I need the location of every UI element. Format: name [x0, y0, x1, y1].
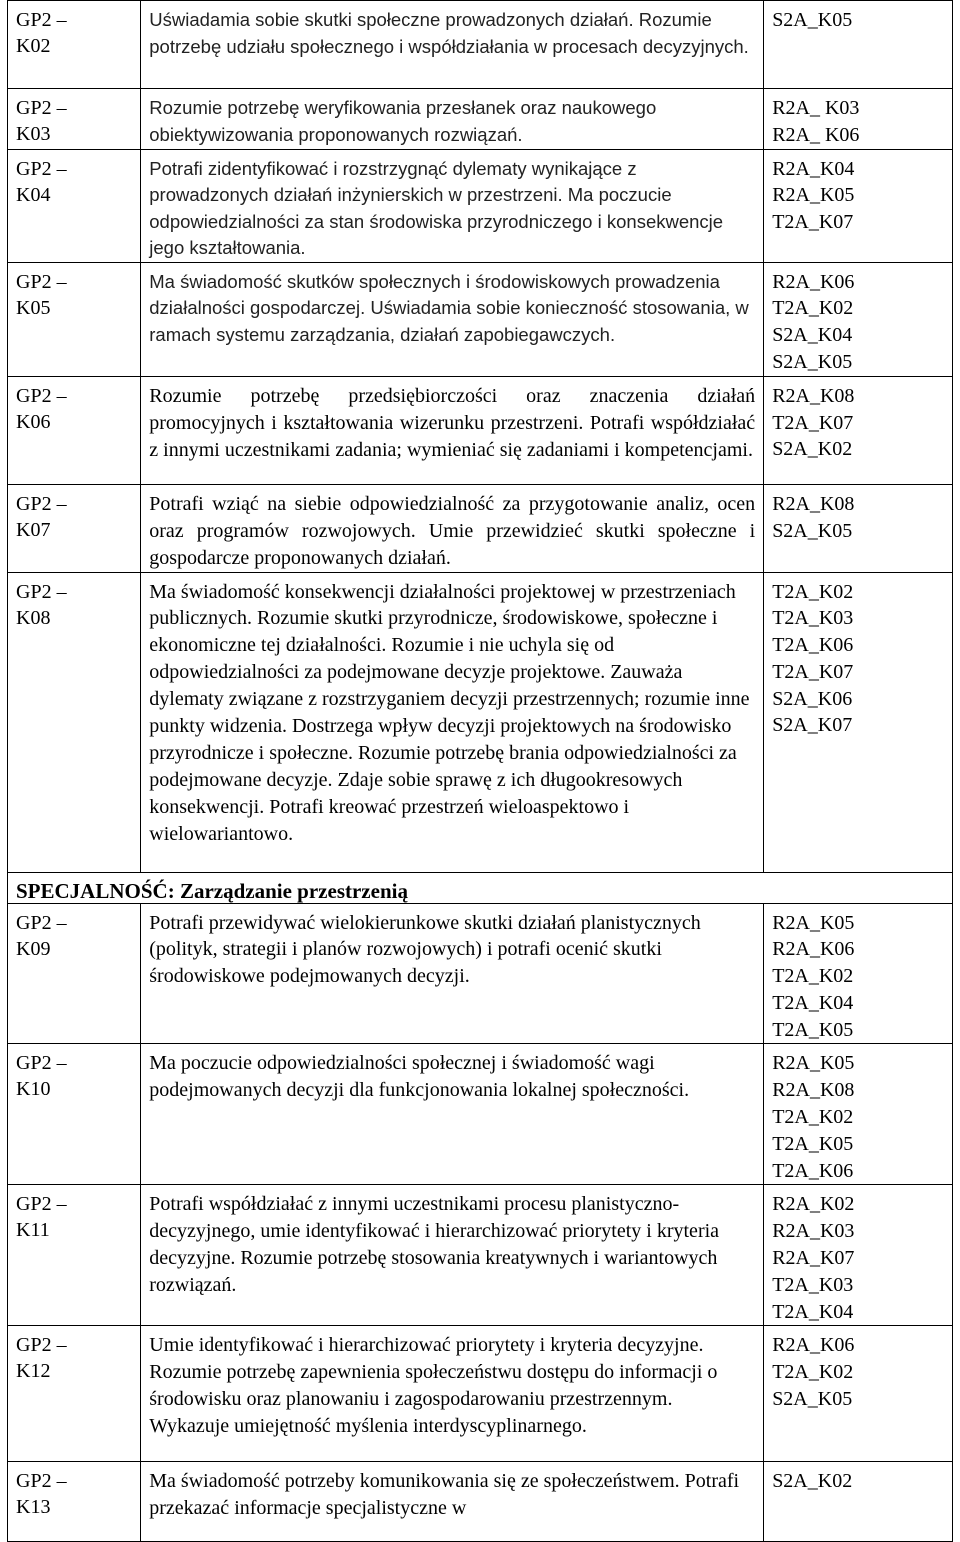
table-row: [8, 1044, 953, 1185]
outcome-description: Uświadamia sobie skutki społeczne prowadzonych działań. Rozumie potrzebę udziału społecznego i współdziałania w procesach decyzyjnych.: [141, 1, 764, 89]
related-outcomes: R2A_K05 R2A_K08 T2A_K02 T2A_K05 T2A_K06: [764, 1044, 953, 1185]
outcome-description: Rozumie potrzebę weryfikowania przesłanek oraz naukowego obiektywizowania proponowanych rozwiązań.: [141, 89, 764, 150]
outcome-description: Umie identyfikować i hierarchizować priorytety i kryteria decyzyjne. Rozumie potrzebę zapewnienia społeczeństwu dostępu do informacji o środowisku oraz planowaniu i zagospodarowaniu przestrzennym. Wykazuje umiejętność myślenia interdyscyplinarnego.: [141, 1326, 764, 1462]
outcome-code: GP2 – K05: [8, 262, 141, 376]
table-row: [8, 262, 953, 376]
outcome-code: GP2 – K08: [8, 572, 141, 872]
table-row: [8, 1326, 953, 1462]
outcome-code: GP2 – K09: [8, 903, 141, 1044]
related-outcomes: R2A_ K03 R2A_ K06: [764, 89, 953, 150]
outcome-description: Ma poczucie odpowiedzialności społecznej i świadomość wagi podejmowanych decyzji dla funkcjonowania lokalnej społeczności.: [141, 1044, 764, 1185]
outcome-description: Ma świadomość skutków społecznych i środowiskowych prowadzenia działalności gospodarczej. Uświadamia sobie konieczność stosowania, w ramach systemu zarządzania, działań zapobiegawczych.: [141, 262, 764, 376]
outcome-code: GP2 – K13: [8, 1462, 141, 1542]
outcome-code: GP2 – K11: [8, 1185, 141, 1326]
related-outcomes: R2A_K04 R2A_K05 T2A_K07: [764, 149, 953, 262]
outcome-description: Rozumie potrzebę przedsiębiorczości oraz znaczenia działań promocyjnych i kształtowania wizerunku przestrzeni. Potrafi współdziałać z innymi uczestnikami zadania; wymieniać się zadaniami i kompetencjami.: [141, 376, 764, 484]
related-outcomes: S2A_K02: [764, 1462, 953, 1542]
table-row: [8, 903, 953, 1044]
learning-outcomes-table: [7, 0, 953, 1542]
outcome-code: GP2 – K07: [8, 484, 141, 572]
table-row: [8, 1462, 953, 1542]
outcome-description: Potrafi zidentyfikować i rozstrzygnąć dylematy wynikające z prowadzonych działań inżynierskich w przestrzeni. Ma poczucie odpowiedzialności za stan środowiska przyrodniczego i konsekwencje jego kształtowania.: [141, 149, 764, 262]
table-row: [8, 89, 953, 150]
table-row: [8, 572, 953, 872]
outcome-description: Ma świadomość konsekwencji działalności projektowej w przestrzeniach publicznych. Rozumie skutki przyrodnicze, środowiskowe, społeczne i ekonomiczne tej działalności. Rozumie i nie uchyla się od odpowiedzialności za podejmowane decyzje projektowe. Zauważa dylematy związane z rozstrzyganiem decyzji przestrzennych; rozumie inne punkty widzenia. Dostrzega wpływ decyzji projektowych na środowisko przyrodnicze i społeczne. Rozumie potrzebę brania odpowiedzialności za podejmowane decyzje. Zdaje sobie sprawę z ich długookresowych konsekwencji. Potrafi kreować przestrzeń wieloaspektowo i wielowariantowo.: [141, 572, 764, 872]
outcome-code: GP2 – K02: [8, 1, 141, 89]
table-row: [8, 1, 953, 89]
document-page: [7, 0, 953, 1542]
table-row: [8, 376, 953, 484]
outcome-description: Potrafi przewidywać wielokierunkowe skutki działań planistycznych (polityk, strategii i planów rozwojowych) i potrafi ocenić skutki środowiskowe podejmowanych decyzji.: [141, 903, 764, 1044]
outcome-code: GP2 – K10: [8, 1044, 141, 1185]
table-row: [8, 1185, 953, 1326]
related-outcomes: T2A_K02 T2A_K03 T2A_K06 T2A_K07 S2A_K06 S2A_K07: [764, 572, 953, 872]
table-body: [8, 1, 953, 1542]
outcome-code: GP2 – K12: [8, 1326, 141, 1462]
section-row: [8, 872, 953, 903]
related-outcomes: R2A_K08 S2A_K05: [764, 484, 953, 572]
section-title: SPECJALNOŚĆ: Zarządzanie przestrzenią: [8, 872, 953, 903]
outcome-description: Potrafi wziąć na siebie odpowiedzialność za przygotowanie analiz, ocen oraz programów rozwojowych. Umie przewidzieć skutki społeczne i gospodarcze proponowanych działań.: [141, 484, 764, 572]
related-outcomes: R2A_K05 R2A_K06 T2A_K02 T2A_K04 T2A_K05: [764, 903, 953, 1044]
outcome-code: GP2 – K03: [8, 89, 141, 150]
related-outcomes: S2A_K05: [764, 1, 953, 89]
related-outcomes: R2A_K06 T2A_K02 S2A_K05: [764, 1326, 953, 1462]
outcome-description: Potrafi współdziałać z innymi uczestnikami procesu planistyczno-decyzyjnego, umie identyfikować i hierarchizować priorytety i kryteria decyzyjne. Rozumie potrzebę stosowania kreatywnych i wariantowych rozwiązań.: [141, 1185, 764, 1326]
related-outcomes: R2A_K02 R2A_K03 R2A_K07 T2A_K03 T2A_K04: [764, 1185, 953, 1326]
outcome-description: Ma świadomość potrzeby komunikowania się ze społeczeństwem. Potrafi przekazać informacje specjalistyczne w: [141, 1462, 764, 1542]
related-outcomes: R2A_K06 T2A_K02 S2A_K04 S2A_K05: [764, 262, 953, 376]
table-row: [8, 484, 953, 572]
outcome-code: GP2 – K04: [8, 149, 141, 262]
related-outcomes: R2A_K08 T2A_K07 S2A_K02: [764, 376, 953, 484]
outcome-code: GP2 – K06: [8, 376, 141, 484]
table-row: [8, 149, 953, 262]
